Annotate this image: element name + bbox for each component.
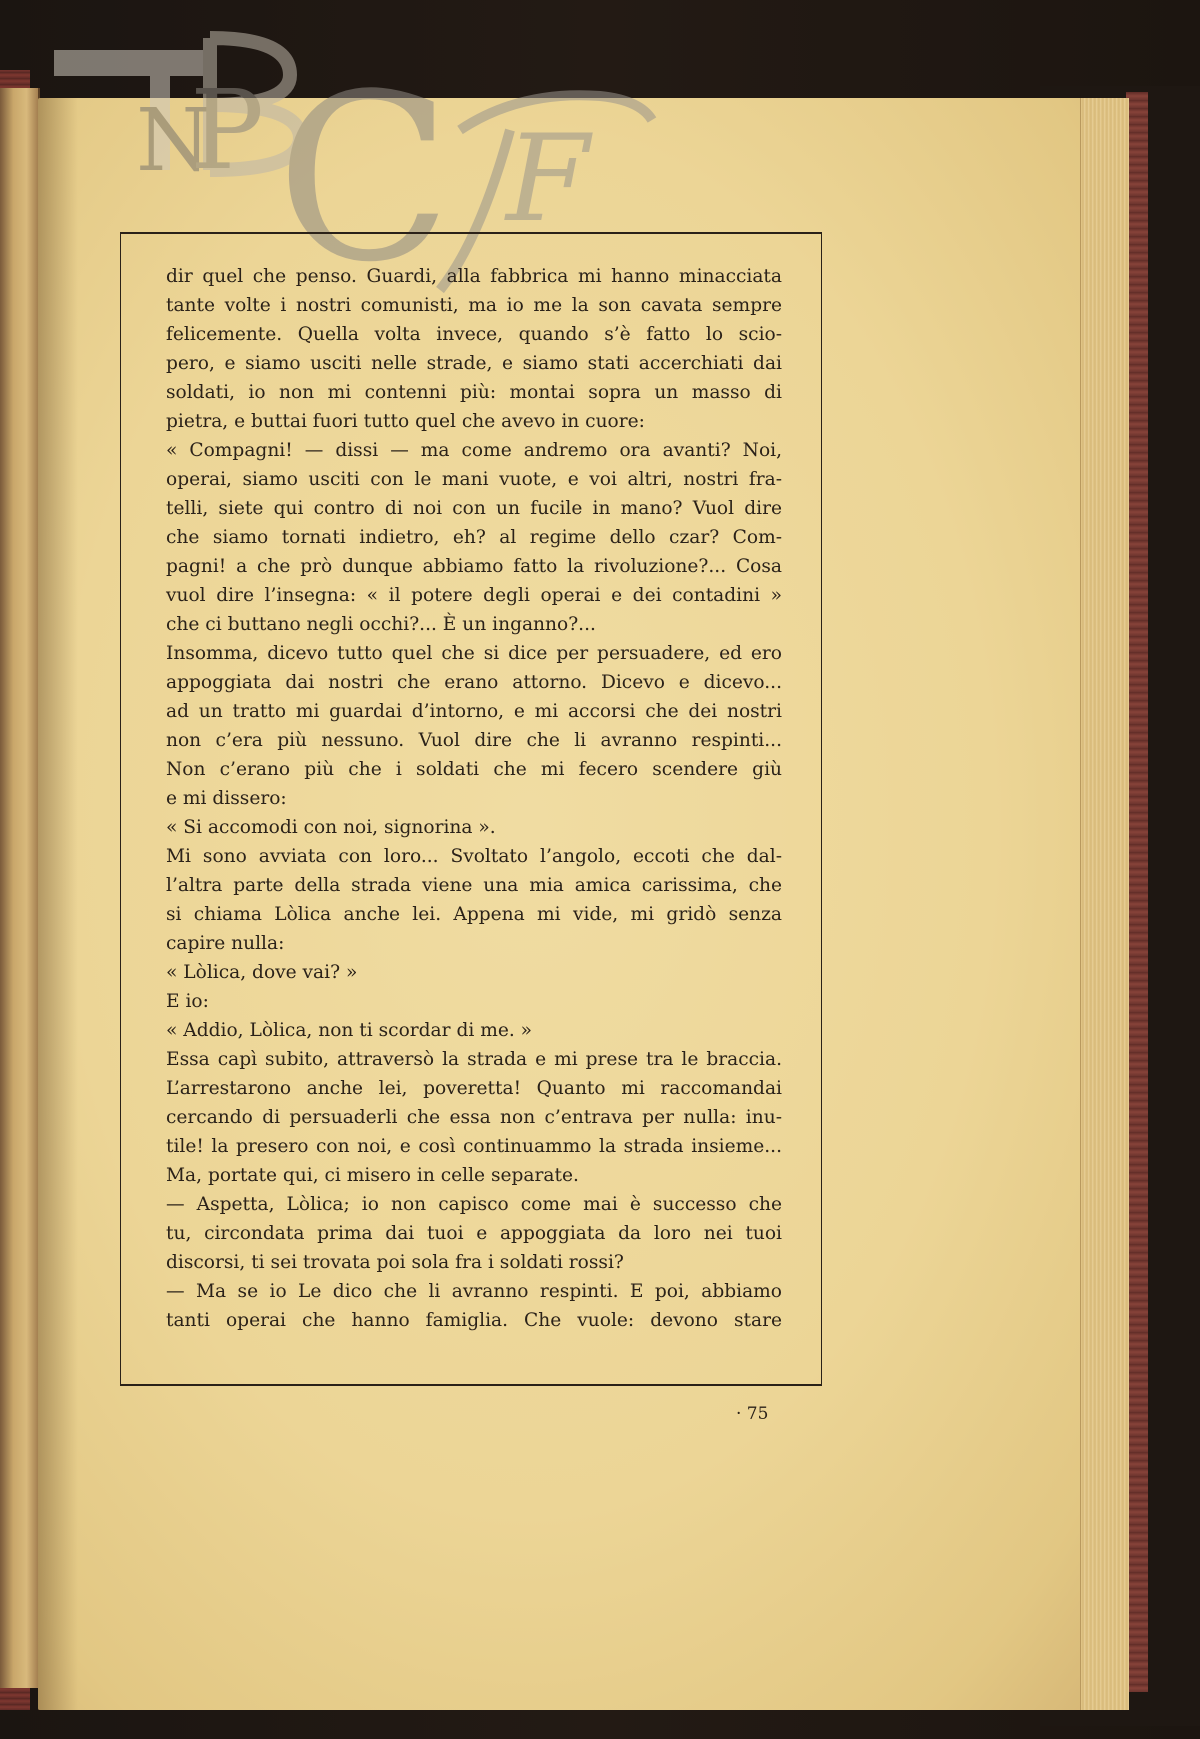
watermark-letter-f: F	[506, 110, 590, 249]
text-line: non c’era più nessuno. Vuol dire che li avranno respinti...	[166, 730, 782, 751]
text-line: tu, circondata prima dai tuoi e appoggiata da loro nei tuoi	[166, 1223, 782, 1244]
watermark-letter-t: T	[60, 76, 61, 77]
text-line: cercando di persuaderli che essa non c’entrava per nulla: inu-	[166, 1107, 782, 1128]
text-line: si chiama Lòlica anche lei. Appena mi vide, mi gridò senza	[166, 904, 782, 925]
text-line: « Si accomodi con noi, signorina ».	[166, 817, 496, 838]
page-number: · 75	[736, 1404, 769, 1424]
text-line: — Ma se io Le dico che li avranno respinti. E poi, abbiamo	[166, 1281, 782, 1302]
text-line: Mi sono avviata con loro... Svoltato l’angolo, eccoti che dal-	[166, 846, 782, 867]
text-line: vuol dire l’insegna: « il potere degli operai e dei contadini »	[166, 585, 782, 606]
text-line: telli, siete qui contro di noi con un fucile in mano? Vuol dire	[166, 498, 782, 519]
text-line: tanti operai che hanno famiglia. Che vuole: devono stare	[166, 1310, 782, 1331]
text-line: che siamo tornati indietro, eh? al regime dello czar? Com-	[166, 527, 782, 548]
text-line: ad un tratto mi guardai d’intorno, e mi accorsi che dei nostri	[166, 701, 782, 722]
page-fore-edge	[1080, 98, 1129, 1710]
page-body-text	[166, 262, 782, 1335]
text-line: operai, siamo usciti con le mani vuote, e voi altri, nostri fra-	[166, 469, 782, 490]
text-line: « Addio, Lòlica, non ti scordar di me. »	[166, 1020, 533, 1041]
text-line: dir quel che penso. Guardi, alla fabbrica mi hanno minacciata	[166, 266, 782, 287]
text-line: pietra, e buttai fuori tutto quel che avevo in cuore:	[166, 411, 645, 432]
text-line: pagni! a che prò dunque abbiamo fatto la rivoluzione?... Cosa	[166, 556, 782, 577]
text-line: tante volte i nostri comunisti, ma io me la son cavata sempre	[166, 295, 782, 316]
watermark-letter-c: C	[276, 46, 452, 313]
watermark-letter-p: P	[190, 66, 265, 194]
text-line: felicemente. Quella volta invece, quando s’è fatto lo scio-	[166, 324, 782, 345]
text-line: « Lòlica, dove vai? »	[166, 962, 358, 983]
text-line: Essa capì subito, attraversò la strada e mi prese tra le braccia.	[166, 1049, 782, 1070]
watermark-letter-n: N	[136, 91, 212, 191]
text-line: E io:	[166, 991, 209, 1012]
watermark-letter-b: B	[60, 80, 61, 81]
text-line: discorsi, ti sei trovata poi sola fra i soldati rossi?	[166, 1252, 624, 1273]
left-facing-page	[0, 88, 40, 1688]
text-line: — Aspetta, Lòlica; io non capisco come mai è successo che	[166, 1194, 782, 1215]
text-line: appoggiata dai nostri che erano attorno. Dicevo e dicevo...	[166, 672, 782, 693]
cover-binding-strip	[1126, 92, 1148, 1692]
text-line: soldati, io non mi contenni più: montai sopra un masso di	[166, 382, 782, 403]
text-line: che ci buttano negli occhi?... È un inganno?...	[166, 614, 596, 635]
text-line: Ma, portate qui, ci misero in celle separate.	[166, 1165, 579, 1186]
text-line: pero, e siamo usciti nelle strade, e siamo stati accerchiati dai	[166, 353, 782, 374]
text-line: e mi dissero:	[166, 788, 287, 809]
text-line: L’arrestarono anche lei, poveretta! Quanto mi raccomandai	[166, 1078, 782, 1099]
text-line: Non c’erano più che i soldati che mi fecero scendere giù	[166, 759, 782, 780]
text-line: tile! la presero con noi, e così continuammo la strada insieme...	[166, 1136, 782, 1157]
page-gutter-shadow	[38, 98, 78, 1710]
text-line: capire nulla:	[166, 933, 285, 954]
text-line: l’altra parte della strada viene una mia amica carissima, che	[166, 875, 782, 896]
text-line: Insomma, dicevo tutto quel che si dice per persuadere, ed ero	[166, 643, 782, 664]
text-line: « Compagni! — dissi — ma come andremo ora avanti? Noi,	[166, 440, 782, 461]
